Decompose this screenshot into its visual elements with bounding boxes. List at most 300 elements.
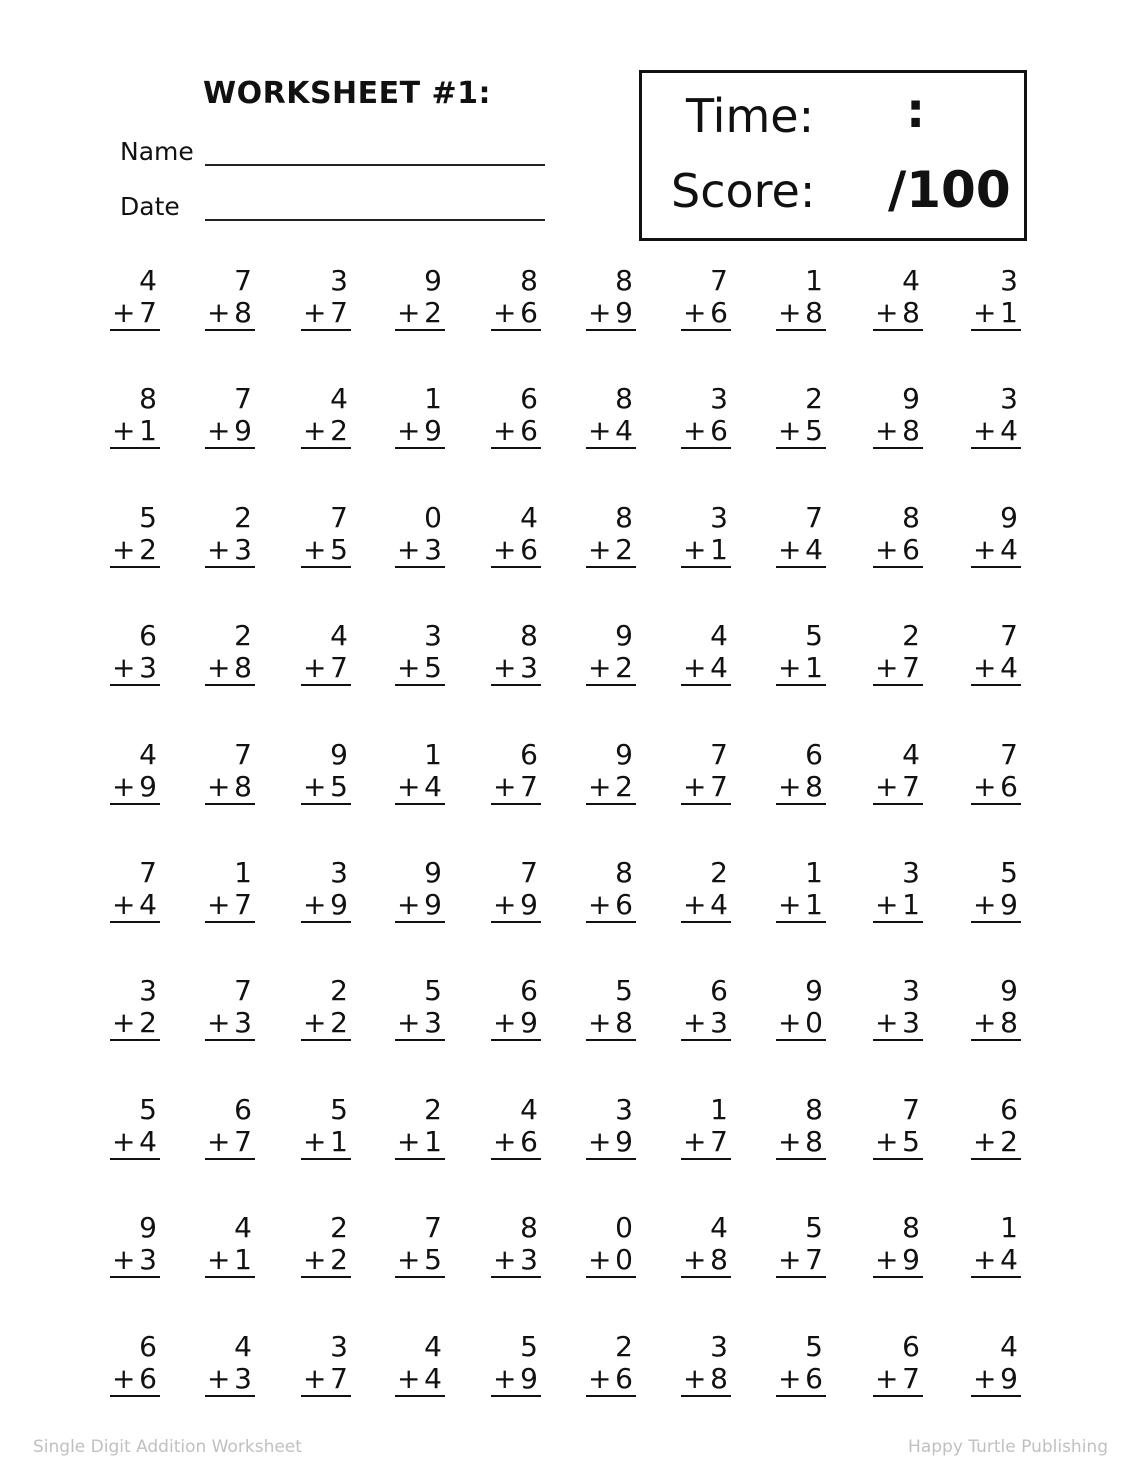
bottom-row [491, 889, 541, 923]
bottom-number: 7 [330, 296, 348, 329]
bottom-row [586, 415, 636, 449]
score-label: Score: [671, 164, 816, 218]
addition-problem [681, 383, 731, 449]
bottom-row [301, 652, 351, 686]
top-number: 2 [424, 1093, 442, 1126]
bottom-row [586, 1126, 636, 1160]
plus-sign: + [683, 651, 707, 684]
bottom-number: 2 [139, 533, 157, 566]
top-number: 4 [330, 619, 348, 652]
bottom-number: 4 [805, 533, 823, 566]
top-number: 3 [424, 619, 442, 652]
bottom-number: 5 [330, 770, 348, 803]
bottom-row [395, 1363, 445, 1397]
top-number: 8 [520, 1211, 538, 1244]
addition-problem [491, 1331, 541, 1397]
top-number: 6 [710, 974, 728, 1007]
top-number: 7 [1000, 619, 1018, 652]
bottom-row [873, 297, 923, 331]
plus-sign: + [683, 1362, 707, 1395]
date-field [120, 192, 545, 221]
bottom-number: 3 [234, 533, 252, 566]
date-label: Date [120, 192, 180, 221]
bottom-row [205, 652, 255, 686]
plus-sign: + [875, 651, 899, 684]
bottom-row [491, 652, 541, 686]
addition-problem [395, 620, 445, 686]
addition-problem [110, 739, 160, 805]
addition-problem [395, 265, 445, 331]
bottom-number: 6 [1000, 770, 1018, 803]
bottom-row [205, 297, 255, 331]
bottom-number: 7 [902, 1362, 920, 1395]
bottom-number: 7 [139, 296, 157, 329]
top-number: 5 [1000, 856, 1018, 889]
bottom-number: 6 [805, 1362, 823, 1395]
plus-sign: + [207, 414, 231, 447]
bottom-number: 9 [139, 770, 157, 803]
plus-sign: + [588, 770, 612, 803]
bottom-number: 6 [710, 296, 728, 329]
top-number: 9 [1000, 974, 1018, 1007]
plus-sign: + [875, 770, 899, 803]
bottom-number: 2 [139, 1006, 157, 1039]
addition-problem [491, 1094, 541, 1160]
top-number: 4 [139, 264, 157, 297]
bottom-row [110, 652, 160, 686]
addition-problem [681, 857, 731, 923]
top-number: 4 [902, 264, 920, 297]
plus-sign: + [207, 888, 231, 921]
plus-sign: + [112, 1243, 136, 1276]
bottom-row [681, 1126, 731, 1160]
bottom-row [491, 534, 541, 568]
top-number: 3 [710, 1330, 728, 1363]
top-number: 9 [424, 856, 442, 889]
top-number: 4 [234, 1211, 252, 1244]
addition-problem [776, 857, 826, 923]
addition-problem [110, 975, 160, 1041]
bottom-row [491, 1126, 541, 1160]
plus-sign: + [973, 533, 997, 566]
bottom-number: 3 [139, 1243, 157, 1276]
top-number: 3 [330, 1330, 348, 1363]
addition-problem [205, 1094, 255, 1160]
bottom-number: 4 [139, 1125, 157, 1158]
top-number: 9 [615, 738, 633, 771]
addition-problem [681, 1331, 731, 1397]
bottom-row [776, 1126, 826, 1160]
top-number: 8 [902, 1211, 920, 1244]
addition-problem [301, 620, 351, 686]
plus-sign: + [303, 1243, 327, 1276]
bottom-row [491, 771, 541, 805]
addition-problem [491, 265, 541, 331]
bottom-number: 2 [424, 296, 442, 329]
top-number: 7 [330, 501, 348, 534]
addition-problem [301, 383, 351, 449]
bottom-number: 8 [805, 1125, 823, 1158]
bottom-row [110, 534, 160, 568]
bottom-row [395, 1126, 445, 1160]
top-number: 1 [805, 856, 823, 889]
bottom-number: 0 [805, 1006, 823, 1039]
plus-sign: + [493, 1362, 517, 1395]
bottom-number: 2 [615, 770, 633, 803]
bottom-number: 4 [1000, 533, 1018, 566]
top-number: 5 [330, 1093, 348, 1126]
bottom-row [873, 1007, 923, 1041]
plus-sign: + [112, 1125, 136, 1158]
plus-sign: + [303, 414, 327, 447]
bottom-row [681, 771, 731, 805]
addition-problem [301, 1094, 351, 1160]
plus-sign: + [493, 651, 517, 684]
plus-sign: + [303, 296, 327, 329]
top-number: 2 [805, 382, 823, 415]
addition-problem [110, 265, 160, 331]
bottom-number: 2 [615, 651, 633, 684]
top-number: 5 [520, 1330, 538, 1363]
plus-sign: + [778, 533, 802, 566]
top-number: 1 [424, 382, 442, 415]
bottom-number: 8 [710, 1362, 728, 1395]
addition-problem [205, 1331, 255, 1397]
bottom-number: 2 [330, 414, 348, 447]
bottom-number: 9 [520, 1006, 538, 1039]
bottom-number: 7 [520, 770, 538, 803]
bottom-row [586, 771, 636, 805]
name-line[interactable] [205, 138, 545, 166]
addition-problem [681, 975, 731, 1041]
addition-problem [491, 502, 541, 568]
plus-sign: + [778, 414, 802, 447]
bottom-row [301, 1244, 351, 1278]
top-number: 4 [710, 619, 728, 652]
bottom-number: 1 [424, 1125, 442, 1158]
addition-problem [776, 265, 826, 331]
top-number: 4 [139, 738, 157, 771]
addition-problem [776, 620, 826, 686]
plus-sign: + [303, 770, 327, 803]
top-number: 9 [424, 264, 442, 297]
top-number: 3 [330, 264, 348, 297]
bottom-row [681, 534, 731, 568]
bottom-row [681, 652, 731, 686]
top-number: 3 [710, 501, 728, 534]
addition-problem [586, 857, 636, 923]
plus-sign: + [778, 1362, 802, 1395]
bottom-row [971, 1126, 1021, 1160]
addition-problem [205, 975, 255, 1041]
bottom-row [776, 652, 826, 686]
top-number: 8 [615, 501, 633, 534]
bottom-row [776, 771, 826, 805]
addition-problem [110, 1212, 160, 1278]
bottom-number: 1 [805, 651, 823, 684]
top-number: 9 [330, 738, 348, 771]
plus-sign: + [207, 651, 231, 684]
top-number: 8 [805, 1093, 823, 1126]
top-number: 3 [710, 382, 728, 415]
top-number: 7 [902, 1093, 920, 1126]
bottom-row [586, 1244, 636, 1278]
bottom-number: 3 [234, 1006, 252, 1039]
plus-sign: + [112, 770, 136, 803]
plus-sign: + [493, 1125, 517, 1158]
plus-sign: + [683, 888, 707, 921]
bottom-number: 6 [710, 414, 728, 447]
bottom-row [586, 652, 636, 686]
top-number: 8 [615, 856, 633, 889]
addition-problem [395, 975, 445, 1041]
bottom-row [110, 1363, 160, 1397]
bottom-number: 7 [330, 651, 348, 684]
plus-sign: + [875, 1362, 899, 1395]
addition-problem [971, 502, 1021, 568]
bottom-row [971, 1007, 1021, 1041]
addition-problem [586, 383, 636, 449]
addition-problem [586, 1212, 636, 1278]
plus-sign: + [303, 651, 327, 684]
top-number: 9 [805, 974, 823, 1007]
addition-problem [395, 1094, 445, 1160]
top-number: 6 [902, 1330, 920, 1363]
bottom-row [301, 771, 351, 805]
bottom-number: 9 [1000, 1362, 1018, 1395]
plus-sign: + [588, 1006, 612, 1039]
top-number: 9 [902, 382, 920, 415]
time-score-box [639, 70, 1027, 241]
time-colon: : [906, 83, 926, 139]
addition-problem [971, 739, 1021, 805]
time-label: Time: [686, 89, 815, 143]
bottom-number: 1 [902, 888, 920, 921]
plus-sign: + [112, 533, 136, 566]
bottom-number: 1 [234, 1243, 252, 1276]
top-number: 8 [615, 382, 633, 415]
bottom-row [586, 1007, 636, 1041]
top-number: 6 [520, 738, 538, 771]
plus-sign: + [778, 770, 802, 803]
top-number: 2 [330, 974, 348, 1007]
bottom-number: 9 [424, 888, 442, 921]
bottom-number: 6 [520, 414, 538, 447]
bottom-row [776, 415, 826, 449]
plus-sign: + [207, 533, 231, 566]
bottom-number: 6 [520, 533, 538, 566]
bottom-row [110, 297, 160, 331]
bottom-number: 6 [139, 1362, 157, 1395]
plus-sign: + [397, 1243, 421, 1276]
bottom-number: 5 [424, 651, 442, 684]
plus-sign: + [875, 888, 899, 921]
bottom-row [301, 1126, 351, 1160]
bottom-row [301, 1363, 351, 1397]
addition-problem [586, 620, 636, 686]
bottom-number: 8 [710, 1243, 728, 1276]
bottom-row [110, 415, 160, 449]
addition-problem [395, 1212, 445, 1278]
addition-problem [110, 1094, 160, 1160]
bottom-row [971, 534, 1021, 568]
bottom-number: 9 [520, 888, 538, 921]
top-number: 5 [805, 1330, 823, 1363]
top-number: 6 [139, 619, 157, 652]
bottom-row [395, 415, 445, 449]
bottom-row [205, 771, 255, 805]
name-label: Name [120, 137, 194, 166]
bottom-row [681, 1244, 731, 1278]
name-field [120, 137, 545, 166]
top-number: 7 [710, 264, 728, 297]
bottom-number: 2 [330, 1243, 348, 1276]
addition-problem [873, 383, 923, 449]
bottom-number: 9 [520, 1362, 538, 1395]
addition-problem [491, 1212, 541, 1278]
bottom-number: 5 [330, 533, 348, 566]
bottom-row [395, 652, 445, 686]
bottom-row [586, 1363, 636, 1397]
bottom-row [395, 1244, 445, 1278]
addition-problem [873, 265, 923, 331]
bottom-row [110, 1244, 160, 1278]
bottom-row [873, 771, 923, 805]
plus-sign: + [397, 888, 421, 921]
addition-problem [301, 857, 351, 923]
bottom-number: 4 [1000, 414, 1018, 447]
top-number: 9 [1000, 501, 1018, 534]
plus-sign: + [207, 770, 231, 803]
addition-problem [681, 265, 731, 331]
bottom-number: 3 [710, 1006, 728, 1039]
top-number: 5 [615, 974, 633, 1007]
addition-problem [586, 739, 636, 805]
plus-sign: + [493, 533, 517, 566]
bottom-row [776, 1363, 826, 1397]
bottom-number: 3 [139, 651, 157, 684]
addition-problem [971, 975, 1021, 1041]
bottom-number: 1 [710, 533, 728, 566]
plus-sign: + [588, 1125, 612, 1158]
addition-problem [491, 857, 541, 923]
addition-problem [586, 265, 636, 331]
plus-sign: + [303, 888, 327, 921]
top-number: 8 [139, 382, 157, 415]
bottom-row [301, 297, 351, 331]
plus-sign: + [683, 414, 707, 447]
bottom-number: 2 [1000, 1125, 1018, 1158]
addition-problem [971, 620, 1021, 686]
top-number: 5 [805, 619, 823, 652]
top-number: 4 [520, 501, 538, 534]
plus-sign: + [683, 770, 707, 803]
plus-sign: + [303, 533, 327, 566]
plus-sign: + [683, 533, 707, 566]
plus-sign: + [973, 888, 997, 921]
bottom-row [110, 1007, 160, 1041]
bottom-number: 8 [805, 296, 823, 329]
addition-problem [205, 265, 255, 331]
plus-sign: + [493, 888, 517, 921]
bottom-row [301, 534, 351, 568]
bottom-row [971, 1244, 1021, 1278]
bottom-number: 0 [615, 1243, 633, 1276]
plus-sign: + [493, 1243, 517, 1276]
addition-problem [873, 1212, 923, 1278]
bottom-number: 8 [234, 651, 252, 684]
bottom-row [873, 889, 923, 923]
bottom-number: 7 [902, 651, 920, 684]
bottom-number: 8 [902, 296, 920, 329]
plus-sign: + [973, 1243, 997, 1276]
top-number: 5 [139, 501, 157, 534]
top-number: 1 [710, 1093, 728, 1126]
bottom-number: 6 [520, 1125, 538, 1158]
plus-sign: + [112, 1006, 136, 1039]
plus-sign: + [207, 1362, 231, 1395]
plus-sign: + [493, 1006, 517, 1039]
addition-problem [205, 857, 255, 923]
bottom-row [491, 297, 541, 331]
top-number: 5 [805, 1211, 823, 1244]
addition-problem [681, 1094, 731, 1160]
plus-sign: + [397, 296, 421, 329]
top-number: 5 [139, 1093, 157, 1126]
addition-problem [395, 857, 445, 923]
bottom-row [873, 1126, 923, 1160]
bottom-row [971, 652, 1021, 686]
plus-sign: + [875, 1006, 899, 1039]
bottom-number: 3 [424, 1006, 442, 1039]
top-number: 2 [234, 501, 252, 534]
bottom-number: 8 [234, 770, 252, 803]
top-number: 3 [902, 856, 920, 889]
bottom-number: 9 [1000, 888, 1018, 921]
bottom-row [491, 1007, 541, 1041]
bottom-number: 4 [710, 888, 728, 921]
bottom-row [681, 889, 731, 923]
addition-problem [971, 1212, 1021, 1278]
bottom-number: 4 [424, 1362, 442, 1395]
bottom-row [205, 1007, 255, 1041]
top-number: 7 [1000, 738, 1018, 771]
bottom-number: 5 [424, 1243, 442, 1276]
addition-problem [873, 620, 923, 686]
bottom-row [205, 1244, 255, 1278]
bottom-row [205, 1363, 255, 1397]
addition-problem [681, 502, 731, 568]
top-number: 4 [234, 1330, 252, 1363]
bottom-number: 3 [902, 1006, 920, 1039]
top-number: 0 [615, 1211, 633, 1244]
bottom-row [110, 889, 160, 923]
plus-sign: + [207, 1125, 231, 1158]
top-number: 6 [1000, 1093, 1018, 1126]
date-line[interactable] [205, 193, 545, 221]
plus-sign: + [875, 1243, 899, 1276]
bottom-number: 9 [234, 414, 252, 447]
plus-sign: + [397, 651, 421, 684]
bottom-row [586, 297, 636, 331]
plus-sign: + [588, 651, 612, 684]
bottom-number: 3 [424, 533, 442, 566]
bottom-row [971, 1363, 1021, 1397]
top-number: 2 [330, 1211, 348, 1244]
plus-sign: + [588, 1243, 612, 1276]
top-number: 7 [234, 264, 252, 297]
top-number: 6 [234, 1093, 252, 1126]
